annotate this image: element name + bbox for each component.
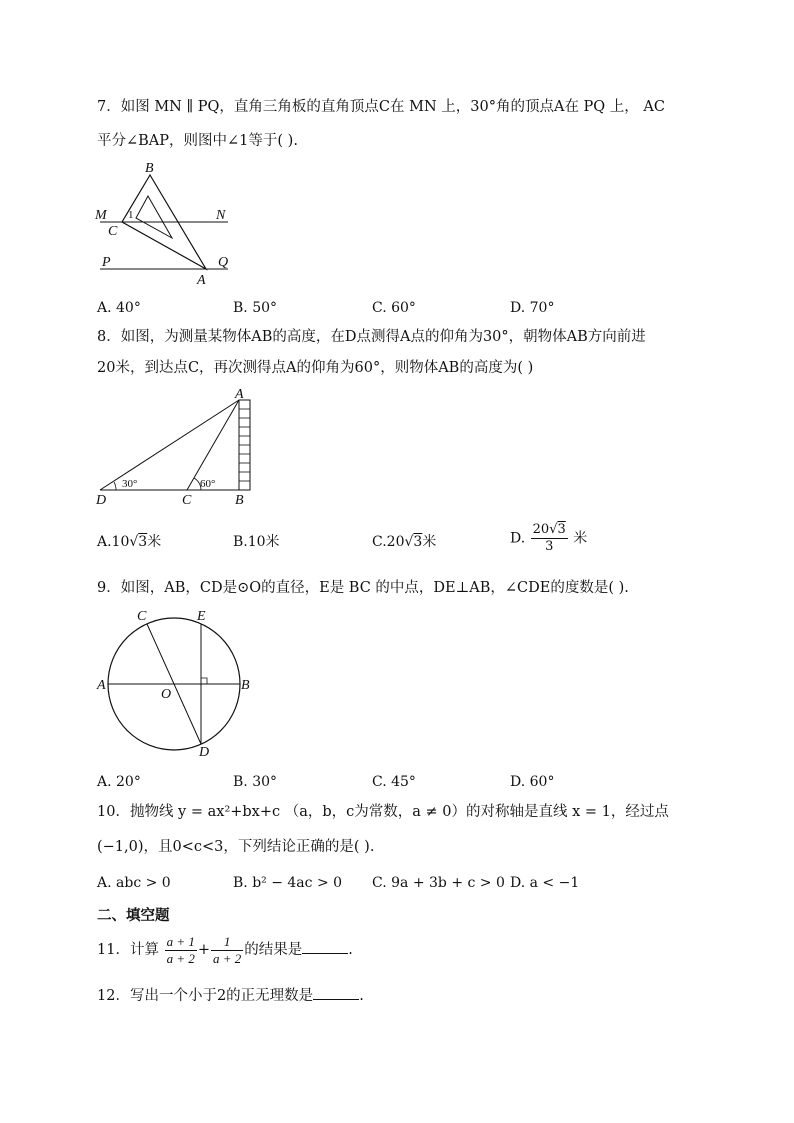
q10-option-c[interactable]: C. 9a + 3b + c > 0 xyxy=(372,875,505,891)
section-title-fill-in: 二、填空题 xyxy=(97,907,170,924)
label-e: E xyxy=(197,609,206,624)
q8-text-line1: 8．如图，为测量某物体AB的高度，在D点测得A点的仰角为30°，朝物体AB方向前进 xyxy=(97,329,646,345)
q7-option-a[interactable]: A. 40° xyxy=(97,300,141,316)
q7-text-line2: 平分∠BAP，则图中∠1等于( ). xyxy=(97,133,298,149)
label-a: A xyxy=(97,678,106,693)
label-d: D xyxy=(96,493,107,508)
fraction-20root3-over-3: $\frac{20√3}{3}$ xyxy=(532,522,566,554)
q9-text: 9．如图，AB，CD是⊙O的直径，E是 BC 的中点，DE⊥AB，∠CDE的度数是( ). xyxy=(97,580,629,596)
q8-figure xyxy=(90,388,260,513)
label-d: D xyxy=(199,745,210,760)
line-da xyxy=(100,400,239,490)
label-c: C xyxy=(108,224,118,239)
q9-option-a[interactable]: A. 20° xyxy=(97,774,141,790)
label-a: A xyxy=(235,387,244,402)
label-c: C xyxy=(137,609,147,624)
label-o: O xyxy=(161,687,172,702)
q8-option-c[interactable]: C.20√3米 xyxy=(372,534,437,550)
label-b: B xyxy=(145,161,154,176)
q9-option-d[interactable]: D. 60° xyxy=(510,774,555,790)
q7-option-c[interactable]: C. 60° xyxy=(372,300,416,316)
fraction-2: $\frac{1}{a + 2}$ xyxy=(213,933,242,966)
label-b: B xyxy=(241,678,250,693)
answer-blank-12[interactable] xyxy=(313,985,359,1000)
q9-option-b[interactable]: B. 30° xyxy=(233,774,278,790)
q10-option-a[interactable]: A. abc > 0 xyxy=(97,875,171,891)
q7-figure xyxy=(90,158,240,288)
label-c: C xyxy=(182,493,192,508)
label-b: B xyxy=(235,493,244,508)
line-ca xyxy=(187,400,239,490)
label-a: A xyxy=(197,273,206,288)
q11-text: 11．计算 $\frac{a + 1}{a + 2}$ + $\frac{1}{a + 2}$ 的结果是 . xyxy=(97,933,353,966)
angle-30: 30° xyxy=(122,478,138,490)
q7-option-d[interactable]: D. 70° xyxy=(510,300,555,316)
q12-text: 12．写出一个小于2的正无理数是 . xyxy=(97,985,364,1006)
label-m: M xyxy=(95,208,107,223)
answer-blank-11[interactable] xyxy=(302,939,348,954)
q10-option-d[interactable]: D. a < −1 xyxy=(510,875,580,891)
label-q: Q xyxy=(218,255,229,270)
angle-arc-d xyxy=(114,482,116,490)
right-angle-mark xyxy=(201,678,207,684)
q9-option-c[interactable]: C. 45° xyxy=(372,774,416,790)
q10-text-line1: 10．抛物线 y = ax²+bx+c （a，b，c为常数，a ≠ 0）的对称轴是直线 x = 1，经过点 xyxy=(97,804,669,820)
label-1: 1 xyxy=(128,209,134,221)
object-hatching xyxy=(239,409,250,481)
q8-option-b[interactable]: B.10米 xyxy=(233,534,280,550)
label-n: N xyxy=(216,208,226,223)
label-p: P xyxy=(102,255,111,270)
q9-figure xyxy=(95,606,265,761)
q7-option-b[interactable]: B. 50° xyxy=(233,300,278,316)
fraction-1: $\frac{a + 1}{a + 2}$ xyxy=(166,933,195,966)
q8-option-d[interactable]: D. $\frac{20√3}{3}$ 米 xyxy=(510,522,588,554)
q10-text-line2: (−1,0)，且0<c<3，下列结论正确的是( ). xyxy=(97,839,375,855)
q7-text-line1: 7．如图 MN ∥ PQ，直角三角板的直角顶点C在 MN 上，30°角的顶点A在 PQ 上， AC xyxy=(97,99,665,115)
angle-60: 60° xyxy=(200,478,216,490)
q8-option-a[interactable]: A.10√3米 xyxy=(97,534,162,550)
q8-text-line2: 20米，到达点C，再次测得点A的仰角为60°，则物体AB的高度为( ) xyxy=(97,360,534,376)
q10-option-b[interactable]: B. b² − 4ac > 0 xyxy=(233,875,343,891)
